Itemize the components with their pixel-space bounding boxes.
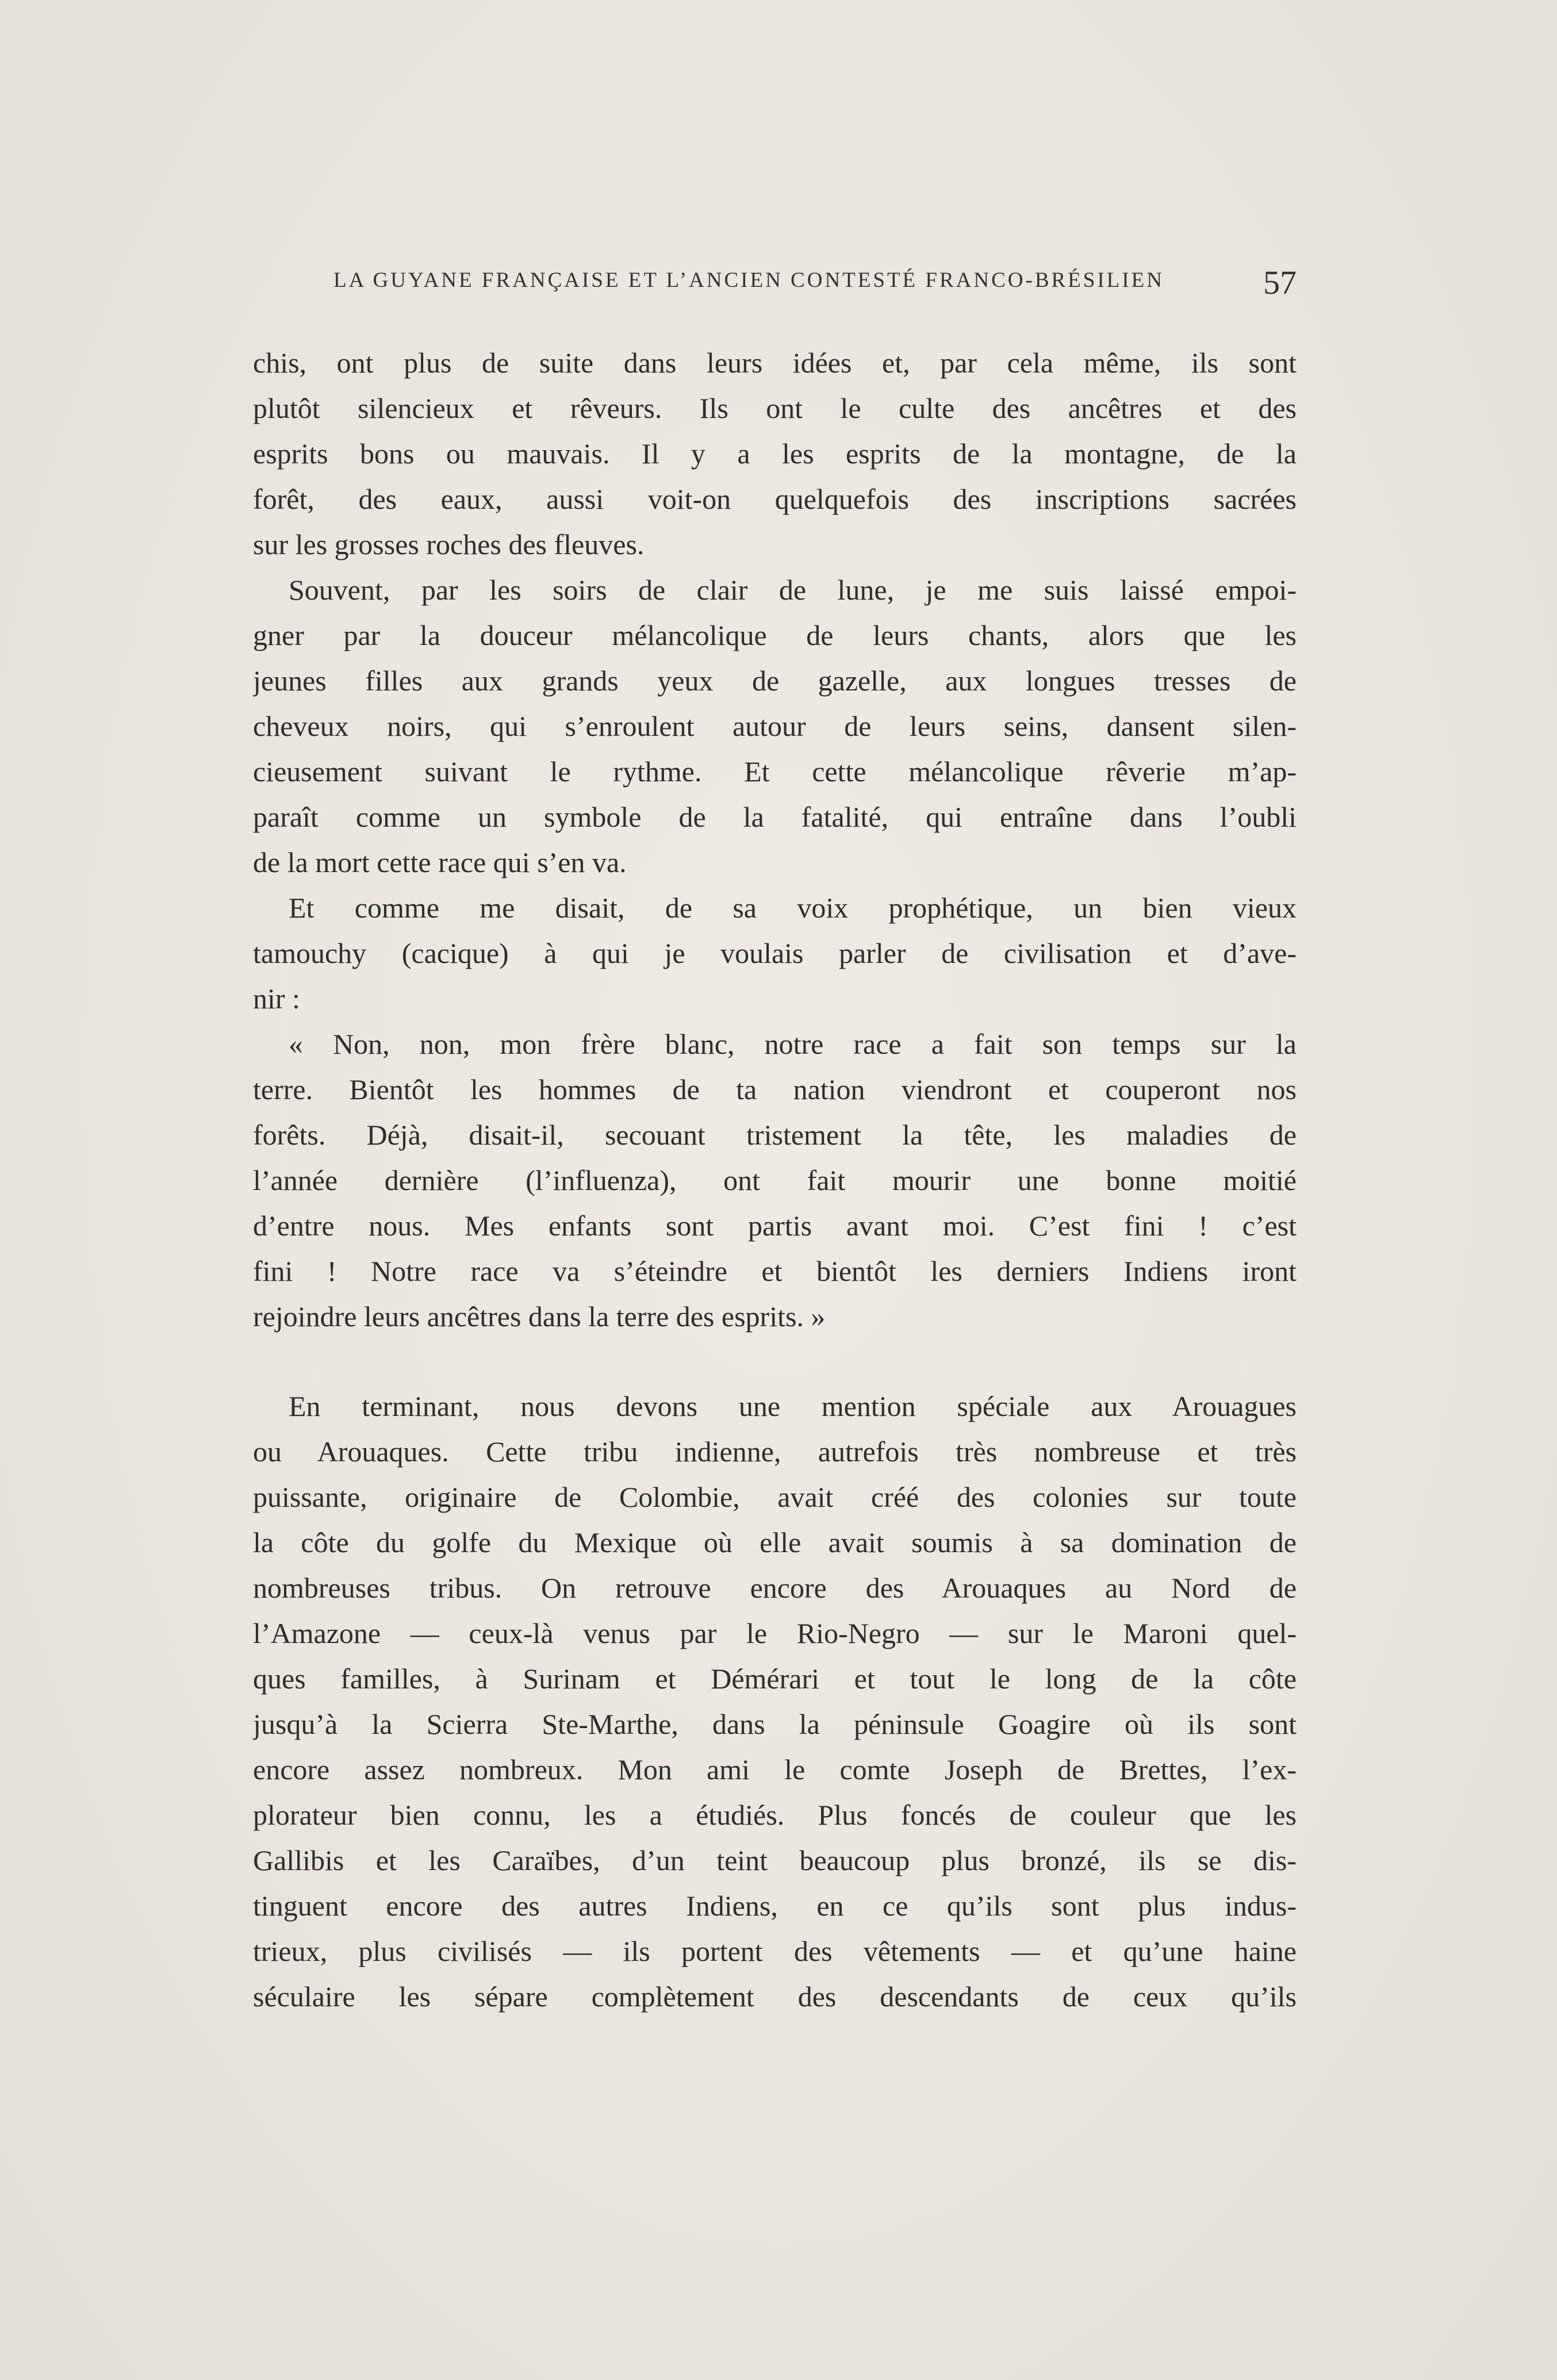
- text-line: tinguent encore des autres Indiens, en ce qu’ils sont plus indus-: [253, 1890, 1297, 1922]
- text-line: chis, ont plus de suite dans leurs idées et, par cela même, ils sont: [253, 347, 1297, 379]
- text-line: cheveux noirs, qui s’enroulent autour de leurs seins, dansent silen-: [253, 710, 1297, 742]
- text-line: la côte du golfe du Mexique où elle avait soumis à sa domination de: [253, 1526, 1297, 1558]
- text-line: esprits bons ou mauvais. Il y a les esprits de la montagne, de la: [253, 437, 1297, 470]
- text-line: puissante, originaire de Colombie, avait créé des colonies sur toute: [253, 1481, 1297, 1513]
- page-number: 57: [1263, 264, 1297, 301]
- paragraph-3: [253, 885, 1297, 1022]
- running-header: [253, 263, 1297, 304]
- text-line: jusqu’à la Scierra Ste-Marthe, dans la péninsule Goagire où ils sont: [253, 1708, 1297, 1740]
- text-line: nombreuses tribus. On retrouve encore des Arouaques au Nord de: [253, 1572, 1297, 1604]
- text-line: gner par la douceur mélancolique de leurs chants, alors que les: [253, 619, 1297, 651]
- text-line: nir :: [253, 982, 300, 1015]
- paragraph-2: [253, 567, 1297, 885]
- text-line: l’année dernière (l’influenza), ont fait mourir une bonne moitié: [253, 1164, 1297, 1196]
- text-line: trieux, plus civilisés — ils portent des vêtements — et qu’une haine: [253, 1935, 1297, 1967]
- text-line: l’Amazone — ceux-là venus par le Rio-Negro — sur le Maroni quel-: [253, 1617, 1297, 1649]
- paragraph-1: [253, 340, 1297, 567]
- text-line: Gallibis et les Caraïbes, d’un teint beaucoup plus bronzé, ils se dis-: [253, 1844, 1297, 1876]
- text-line: rejoindre leurs ancêtres dans la terre des esprits. »: [253, 1300, 826, 1333]
- text-line: ques familles, à Surinam et Démérari et tout le long de la côte: [253, 1663, 1297, 1695]
- text-line: Souvent, par les soirs de clair de lune, je me suis laissé empoi-: [289, 574, 1297, 606]
- text-line: En terminant, nous devons une mention spéciale aux Arouagues: [289, 1390, 1297, 1422]
- text-line: d’entre nous. Mes enfants sont partis avant moi. C’est fini ! c’est: [253, 1210, 1297, 1242]
- text-line: forêt, des eaux, aussi voit-on quelquefois des inscriptions sacrées: [253, 483, 1297, 515]
- paragraph-5: [253, 1384, 1297, 2020]
- text-line: paraît comme un symbole de la fatalité, qui entraîne dans l’oubli: [253, 801, 1297, 833]
- text-line: tamouchy (cacique) à qui je voulais parler de civilisation et d’ave-: [253, 937, 1297, 969]
- text-line: plorateur bien connu, les a étudiés. Plus foncés de couleur que les: [253, 1799, 1297, 1831]
- text-line: encore assez nombreux. Mon ami le comte Joseph de Brettes, l’ex-: [253, 1753, 1297, 1786]
- text-line: fini ! Notre race va s’éteindre et bientôt les derniers Indiens iront: [253, 1255, 1297, 1287]
- text-line: jeunes filles aux grands yeux de gazelle, aux longues tresses de: [253, 665, 1297, 697]
- text-line: forêts. Déjà, disait-il, secouant tristement la tête, les maladies de: [253, 1119, 1297, 1151]
- running-title: LA GUYANE FRANÇAISE ET L’ANCIEN CONTESTÉ FRANCO-BRÉSILIEN: [333, 268, 1164, 292]
- text-line: séculaire les sépare complètement des descendants de ceux qu’ils: [253, 1980, 1297, 2013]
- text-line: cieusement suivant le rythme. Et cette mélancolique rêverie m’ap-: [253, 755, 1297, 788]
- paragraph-4-quote: [253, 1022, 1297, 1339]
- text-line: Et comme me disait, de sa voix prophétique, un bien vieux: [289, 892, 1297, 924]
- text-line: terre. Bientôt les hommes de ta nation viendront et couperont nos: [253, 1073, 1297, 1105]
- text-line: de la mort cette race qui s’en va.: [253, 846, 627, 878]
- text-line: sur les grosses roches des fleuves.: [253, 528, 645, 561]
- text-line: « Non, non, mon frère blanc, notre race a fait son temps sur la: [289, 1028, 1297, 1060]
- text-line: plutôt silencieux et rêveurs. Ils ont le culte des ancêtres et des: [253, 392, 1297, 424]
- text-line: ou Arouaques. Cette tribu indienne, autrefois très nombreuse et très: [253, 1435, 1297, 1468]
